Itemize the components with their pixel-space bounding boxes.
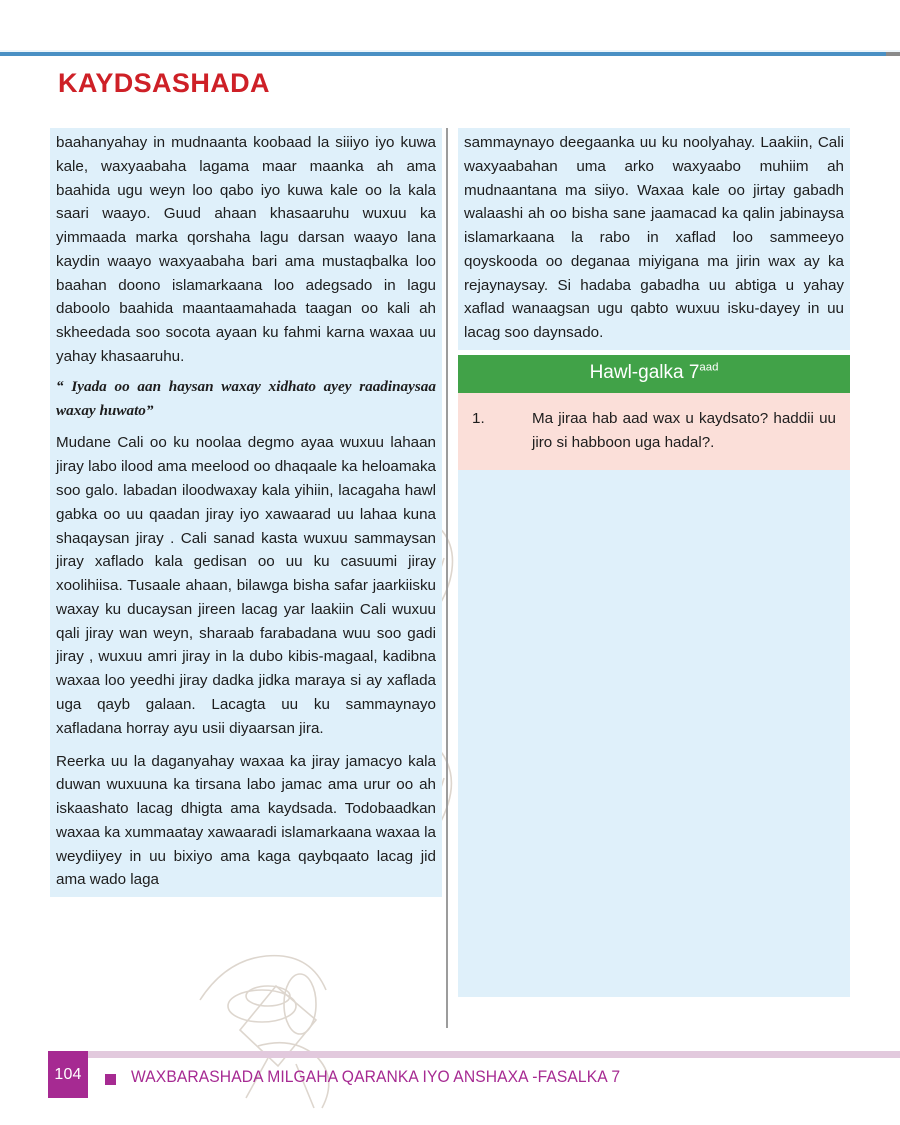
header-rule-tip xyxy=(886,52,900,56)
activity-question-row xyxy=(472,407,836,454)
answer-space[interactable] xyxy=(458,470,850,997)
pull-quote: “ Iyada oo aan haysan waxay xidhato ayey raadinaysaa waxay huwato” xyxy=(56,377,436,419)
left-column xyxy=(50,128,442,897)
paragraph: Reerka uu la daganyahay waxaa ka jiray jamacyo kala duwan wuxuuna ka tirsana labo jamac ama urur oo ah iskaashato lacag dhigta ama kaydsada. Todobaadkan waxaa ka xummaatay xawaaradi islamarkaana waxaa la weydiiyey in uu bixiyo ama kaga qaybqaato lacag jid ama wado laga xyxy=(56,752,436,889)
footer-rule xyxy=(55,1051,900,1058)
paragraph: sammaynayo deegaanka uu ku noolyahay. Laakiin, Cali waxyaabahan uma arko waxyaabo muhiim ah mudnaantana ma siiyo. Waxaa kale oo jirtay gabadh walaashi ah oo bisha sane jaamacad ka qalin jabinaysa islamarkaana la rabo in xaflad loo sammeeyo qoyskooda oo deganaa miyigana ma jirin wax ay ka rejaynaysay. Si hadaba gabadha uu abtiga u yahay xaflad wanaagsan ugu qabto wuxuu isku-dayey in uu lacag soo daynsado. xyxy=(464,134,844,342)
question-number: 1. xyxy=(472,410,485,428)
header-rule-blue xyxy=(0,52,900,56)
footer-title: WAXBARASHADA MILGAHA QARANKA IYO ANSHAXA -FASALKA 7 xyxy=(131,1067,621,1086)
left-text-block xyxy=(50,128,442,897)
activity-question-box xyxy=(458,393,850,470)
activity-banner-label: Hawl-galka 7 xyxy=(589,362,700,384)
page-number: 104 xyxy=(54,1066,82,1083)
column-divider xyxy=(446,128,448,1028)
question-text: Ma jiraa hab aad wax u kaydsato? haddii uu jiro si habboon uga hadal?. xyxy=(532,410,836,451)
activity-banner xyxy=(458,355,850,393)
paragraph: baahanyahay in mudnaanta koobaad la siiiyo iyo kuwa kale, waxyaabaha lagama maar maanka ah ama baahida ugu weyn loo qabo iyo kuwa kale oo la kala saari waayo. Guud ahaan khasaaruhu wuxuu ka yimmaada marka qorshaha lagu darsan waayo lana kaydin waayo waxyaabaha bari ama mustaqbalka loo baahan doono islamarkaana loo adegsado in lagu daboolo baahida maantaamahada taagan oo kali ah skheedada soo socota ayaan ku fahmi karna waxaa uu yahay khasaaruhu. xyxy=(56,134,436,366)
activity-banner-superscript: aad xyxy=(699,361,719,374)
header-rule xyxy=(0,50,900,56)
right-column xyxy=(458,128,850,997)
paragraph: Mudane Cali oo ku noolaa degmo ayaa wuxuu lahaan jiray labo ilood ama meelood oo dhaqaale ka heloamaka soo galo. labadan iloodwaxay kala yihiin, lacagaha hawl gabka oo uu qaadan jiray iyo xawaarad uu lahaa kuna shaqaysan jiray . Cali sanad kasta wuxuu sammaysan jiray xaflado kala gedisan oo uu ku casuumi jiray xoolihiisa. Tusaale ahaan, bilawga bisha safar jaarkiisku waxay ku ducaysan jireen lacag yar laakiin Cali wuxuu qali jiray wan weyn, sharaab farabadana wuu soo gadi jiray , wuxuu amri jiray in la dubo kibis-magaal, kadibna waxaa loo yeedhi jiray dadka jidka maraya si ay xaflada uga qayb galaan. Lacagta uu ku sammaynayo xafladana horray ayu usii diyaarsan jira. xyxy=(56,434,436,737)
footer-bullet-icon xyxy=(105,1074,116,1085)
page-title: KAYDSASHADA xyxy=(58,68,270,98)
page-footer xyxy=(0,1038,900,1098)
right-text-block xyxy=(458,128,850,350)
